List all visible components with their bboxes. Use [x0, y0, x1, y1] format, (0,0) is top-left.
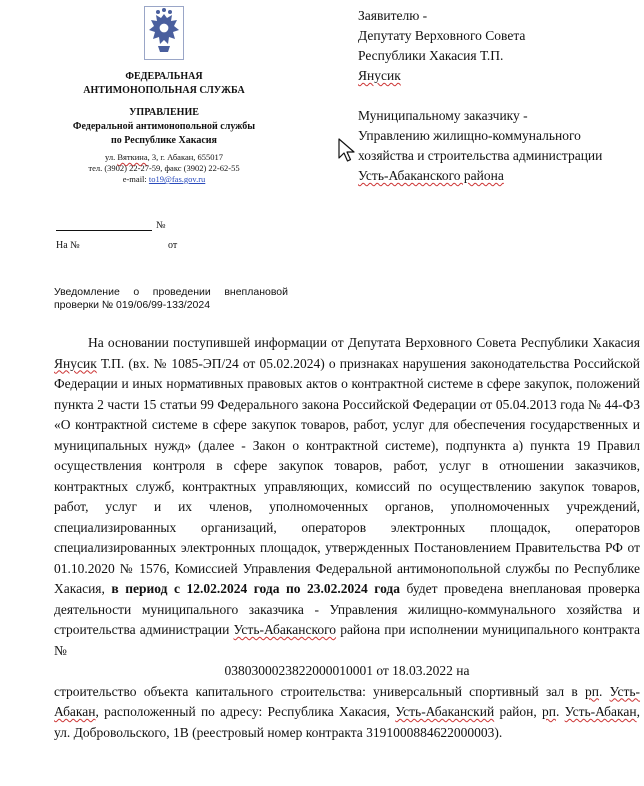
subject-line: Уведомление о проведении внеплановой проверки № 019/06/99-133/2024 — [54, 286, 288, 311]
addressee-line3: Республики Хакасия Т.П. — [358, 48, 504, 63]
department-line2: Федеральной антимонопольной службы — [72, 121, 256, 132]
body-paragraph: На основании поступившей информации от Депутата Верховного Совета Республики Хакасия Янусик Т.П. (вх. № 1085-ЭП/24 от 05.02.2024) о признаках нарушения законодательства Российской Федерации и иных нормативных правовых актов о контрактной системе в сфере закупок, положений пункта 2 части 15 статьи 99 Федерального закона Российской Федерации от 05.04.2013 года № 44-ФЗ «О контрактной системе в сфере закупок товаров, работ, услуг для обеспечения государственных и муниципальных нужд» (далее - Закон о контрактной системе), подпункта а) пункта 19 Правил осуществления контроля в сфере закупок товаров, работ, услуг в отношении заказчиков, контрактных служб, контрактных управляющих, комиссий по осуществлению закупок товаров, работ, услуг и их членов, уполномоченных органов, уполномоченных учреждений, специализированных организаций, операторов электронных площадок, операторов специализированных электронных площадок, утвержденных Постановлением Правительства РФ от 01.10.2020 № 1576, Комиссией Управления Федеральной антимонопольной службы по Республике Хакасия, в период с 12.02.2024 года по 23.02.2024 года будет проведена внеплановая проверка деятельности муниципального заказчика - Управления жилищно-коммунального хозяйства и строительства администрации Усть-Абаканского района при исполнении муниципального контракта № 0380300023822000010001 от 18.03.2022 на строительство объекта капитального строительства: универсальный спортивный зал в рп. Усть-Абакан, расположенный по адресу: Республика Хакасия, Усть-Абаканский район, рп. Усть-Абакан, ул. Добровольского, 1В (реестровый номер контракта 3191000884622000003). — [54, 335, 641, 740]
addressee-line8: Усть-Абаканского района — [358, 168, 504, 183]
sender-phones: тел. (3902) 22-27-59, факс (3902) 22-62-55 — [88, 163, 240, 173]
addressee-line6: Управлению жилищно-коммунального — [358, 128, 581, 143]
agency-name-line1: ФЕДЕРАЛЬНАЯ — [125, 71, 203, 82]
addressee-line5: Муниципальному заказчику - — [358, 108, 528, 123]
sender-header — [40, 70, 288, 185]
sender-address: ул. Вяткина, 3, г. Абакан, 655017 — [104, 152, 224, 162]
number-blank — [56, 218, 152, 231]
addressee-line1: Заявителю - — [358, 8, 428, 23]
addressee-block — [358, 6, 640, 186]
email-link[interactable]: to19@fas.gov.ru — [148, 174, 206, 184]
reference-label: На № — [56, 240, 80, 251]
addressee-line4: Янусик — [358, 68, 401, 83]
contract-number: 0380300023822000010001 от 18.03.2022 на — [224, 663, 470, 678]
coat-of-arms-icon — [144, 6, 184, 60]
department-line1: УПРАВЛЕНИЕ — [129, 107, 199, 118]
mouse-cursor-icon — [338, 138, 356, 164]
notification-body — [54, 333, 640, 743]
agency-name-line2: АНТИМОНОПОЛЬНАЯ СЛУЖБА — [83, 85, 245, 96]
reference-line — [56, 240, 196, 251]
outgoing-number-line: № — [56, 218, 166, 231]
addressee-line7: хозяйства и строительства администрации — [358, 148, 603, 163]
department-line3: по Республике Хакасия — [111, 135, 217, 146]
addressee-line2: Депутату Верховного Совета — [358, 28, 526, 43]
sender-email: e-mail: to19@fas.gov.ru — [122, 174, 206, 184]
from-label: от — [168, 240, 178, 251]
